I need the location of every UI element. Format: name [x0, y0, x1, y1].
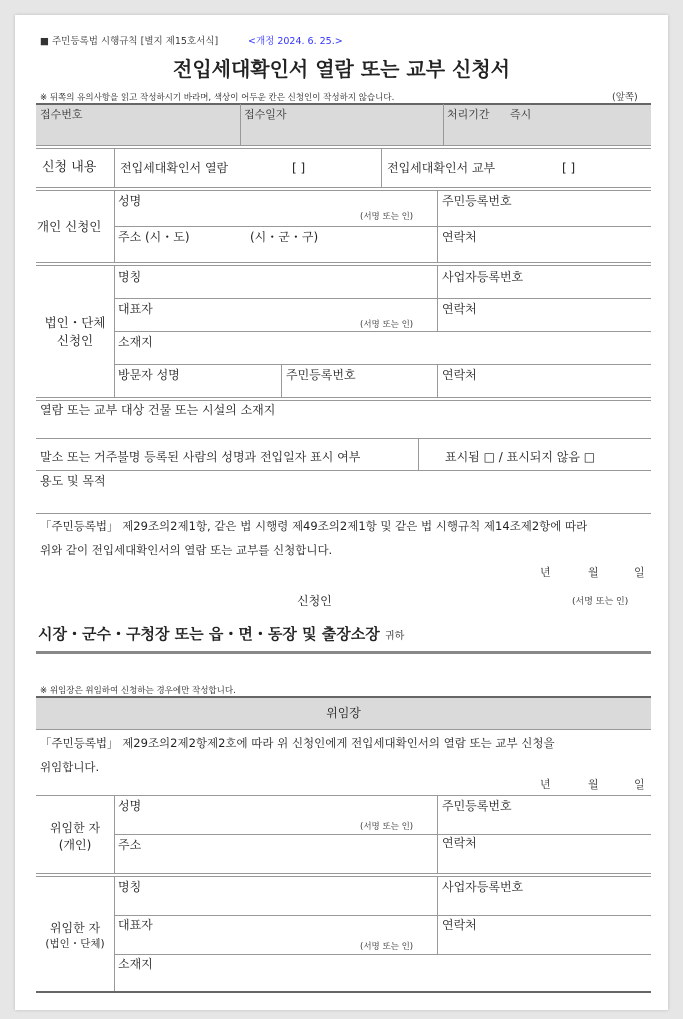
year-label: 년 — [540, 778, 551, 791]
view-checkbox[interactable]: [ ] — [292, 161, 306, 175]
corporate-rep-field[interactable]: 대표자 — [118, 302, 153, 316]
delegation-line-2: 위임합니다. — [40, 760, 100, 774]
delegator-location-field[interactable]: 소재지 — [118, 957, 153, 971]
day-label: 일 — [634, 566, 645, 579]
corporate-contact-field[interactable]: 연락처 — [442, 302, 477, 316]
delegator-address-field[interactable]: 주소 — [118, 838, 142, 852]
individual-rrn-field[interactable]: 주민등록번호 — [442, 194, 512, 208]
reception-number: 접수번호 — [40, 108, 83, 121]
issue-checkbox[interactable]: [ ] — [562, 161, 576, 175]
delegator-rrn-field[interactable]: 주민등록번호 — [442, 799, 512, 813]
delegator-individual-label-2: (개인) — [58, 838, 92, 852]
sign-hint: (서명 또는 인) — [572, 597, 629, 607]
individual-address-field[interactable]: 주소 (시・도) — [118, 230, 190, 244]
delegator-biz-no-field[interactable]: 사업자등록번호 — [442, 880, 524, 894]
delegation-title: 위임장 — [326, 706, 361, 720]
corporate-applicant-label-2: 신청인 — [56, 333, 94, 348]
sign-hint: (서명 또는 인) — [360, 822, 414, 832]
declaration-line-2: 위와 같이 전입세대확인서의 열람 또는 교부를 신청합니다. — [40, 543, 333, 557]
sign-hint: (서명 또는 인) — [360, 320, 414, 330]
addressee — [38, 625, 404, 646]
reception-date: 접수일자 — [244, 108, 287, 121]
request-issue-label: 전입세대확인서 교부 — [387, 161, 496, 175]
delegator-corporate-label: 위임한 자 — [49, 921, 101, 935]
corporate-applicant-label: 법인・단체 — [44, 315, 106, 330]
revision-date: <개정 2024. 6. 25.> — [248, 36, 343, 47]
visitor-rrn-field[interactable]: 주민등록번호 — [286, 368, 356, 382]
page-side: (앞쪽) — [612, 92, 638, 103]
display-options[interactable]: 표시됨 □ / 표시되지 않음 □ — [445, 450, 596, 464]
delegation-line-1: 「주민등록법」 제29조의2제2항제2호에 따라 위 신청인에게 전입세대확인서의 열람 또는 교부 신청을 — [40, 736, 555, 750]
request-view-label: 전입세대확인서 열람 — [120, 161, 229, 175]
day-label: 일 — [634, 778, 645, 791]
delegator-corp-contact-field[interactable]: 연락처 — [442, 918, 477, 932]
processing-period-value: 즉시 — [510, 108, 532, 121]
delegator-corp-name-field[interactable]: 명칭 — [118, 880, 142, 894]
corporate-name-field[interactable]: 명칭 — [118, 270, 142, 284]
individual-address-district: (시・군・구) — [250, 230, 319, 244]
form-notice: ※ 뒤쪽의 유의사항을 읽고 작성하시기 바라며, 색상이 어두운 칸은 신청인이 작성하지 않습니다. — [40, 93, 395, 103]
month-label: 월 — [588, 566, 599, 579]
year-label: 년 — [540, 566, 551, 579]
sign-hint: (서명 또는 인) — [360, 212, 414, 222]
month-label: 월 — [588, 778, 599, 791]
delegator-corporate-label-2: (법인・단체) — [45, 938, 105, 950]
sign-hint: (서명 또는 인) — [360, 942, 414, 952]
target-location-field[interactable]: 열람 또는 교부 대상 건물 또는 시설의 소재지 — [40, 403, 276, 417]
addressee-suffix: 귀하 — [384, 631, 405, 642]
declaration-line-1: 「주민등록법」 제29조의2제1항, 같은 법 시행령 제49조의2제1항 및 같은 법 시행규칙 제14조제2항에 따라 — [40, 519, 588, 533]
request-label: 신청 내용 — [42, 160, 97, 175]
processing-period-label: 처리기간 — [447, 108, 490, 121]
individual-applicant-label: 개인 신청인 — [37, 219, 102, 234]
purpose-field[interactable]: 용도 및 목적 — [40, 474, 106, 488]
delegator-individual-label: 위임한 자 — [49, 821, 101, 835]
individual-name-field[interactable]: 성명 — [118, 194, 142, 208]
delegation-notice: ※ 위임장은 위임하여 신청하는 경우에만 작성합니다. — [40, 686, 236, 696]
visitor-name-field[interactable]: 방문자 성명 — [118, 368, 180, 382]
reception-box — [36, 104, 651, 145]
individual-contact-field[interactable]: 연락처 — [442, 230, 477, 244]
form-law-reference: ■ 주민등록법 시행규칙 [별지 제15호서식] — [40, 36, 219, 47]
delegator-rep-field[interactable]: 대표자 — [118, 918, 153, 932]
delegator-name-field[interactable]: 성명 — [118, 799, 142, 813]
corporate-location-field[interactable]: 소재지 — [118, 335, 153, 349]
form-title: 전입세대확인서 열람 또는 교부 신청서 — [173, 57, 510, 81]
delegator-contact-field[interactable]: 연락처 — [442, 836, 477, 850]
display-question: 말소 또는 거주불명 등록된 사람의 성명과 전입일자 표시 여부 — [40, 450, 361, 464]
addressee-main: 시장・군수・구청장 또는 읍・면・동장 및 출장소장 — [38, 625, 380, 643]
corporate-biz-no-field[interactable]: 사업자등록번호 — [442, 270, 524, 284]
visitor-contact-field[interactable]: 연락처 — [442, 368, 477, 382]
applicant-label: 신청인 — [297, 594, 332, 608]
